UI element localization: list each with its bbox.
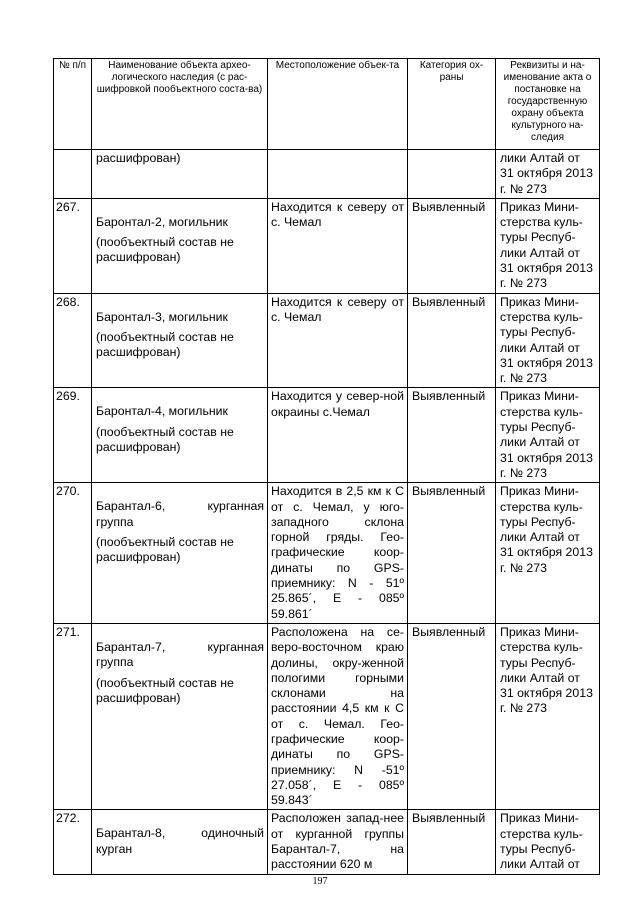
cell-name <box>92 623 268 810</box>
cell-location: Находится у север-ной окраины с.Чемал <box>268 388 408 483</box>
cell-num: 270. <box>54 483 92 624</box>
cell-document: лики Алтай от 31 октября 2013 г. № 273 <box>496 150 600 199</box>
table-row <box>54 810 600 874</box>
cell-document: Приказ Мини-стерства куль-туры Респуб-лики Алтай от 31 октября 2013 г. № 273 <box>496 483 600 624</box>
object-composition: (пообъектный состав не расшифрован) <box>96 424 234 455</box>
cell-location: Расположен запад-нее от курганной группы Барантал-7, на расстоянии 620 м <box>268 810 408 874</box>
header-name: Наименование объекта архео-логического наследия (с рас-шифровкой пообъектного соста-ва) <box>92 59 268 150</box>
object-name: Баронтал-3, могильник <box>96 309 228 324</box>
cell-document: Приказ Мини-стерства куль-туры Респуб-лики Алтай от 31 октября 2013 г. № 273 <box>496 623 600 810</box>
cell-num <box>54 150 92 199</box>
object-name: Барантал-7, курганная группа <box>96 639 264 670</box>
cell-document: Приказ Мини-стерства куль-туры Респуб-лики Алтай от 31 октября 2013 г. № 273 <box>496 198 600 293</box>
cell-location <box>268 150 408 199</box>
object-name: Баронтал-4, могильник <box>96 404 228 419</box>
cell-document: Приказ Мини-стерства куль-туры Респуб-лики Алтай от 31 октября 2013 г. № 273 <box>496 388 600 483</box>
cell-num: 267. <box>54 198 92 293</box>
object-name: Барантал-8, одиночный курган <box>96 826 264 856</box>
object-composition: (пообъектный состав не расшифрован) <box>96 329 234 360</box>
cell-category: Выявленный <box>408 810 496 874</box>
cell-location: Находится в 2,5 км к С от с. Чемал, у юго-западного склона горной гряды. Гео-графические коор-динаты по GPS-приемнику: N - 51º 25.865´, E - 085º 59.861´ <box>268 483 408 624</box>
cell-num: 272. <box>54 810 92 874</box>
cell-category: Выявленный <box>408 623 496 810</box>
cell-category: Выявленный <box>408 293 496 388</box>
table-row <box>54 623 600 810</box>
cell-num: 269. <box>54 388 92 483</box>
table-row <box>54 198 600 293</box>
name-tail: расшифрован) <box>96 151 181 165</box>
cell-document: Приказ Мини-стерства куль-туры Респуб-лики Алтай от 31 октября 2013 г. № 273 <box>496 293 600 388</box>
object-name: Баронтал-2, могильник <box>96 214 228 229</box>
cell-name <box>92 198 268 293</box>
header-category: Категория ох-раны <box>408 59 496 150</box>
cell-location: Находится к северу от с. Чемал <box>268 198 408 293</box>
header-location: Местоположение объек-та <box>268 59 408 150</box>
header-document: Реквизиты и на-именование акта о постановке на государственную охрану объекта культурного на-следия <box>496 59 600 150</box>
table-header-row <box>54 59 600 150</box>
cell-name <box>92 293 268 388</box>
cell-name <box>92 483 268 624</box>
header-num: № п/п <box>54 59 92 150</box>
heritage-table <box>53 58 600 875</box>
cell-category: Выявленный <box>408 198 496 293</box>
table-row-continuation <box>54 150 600 199</box>
table-row <box>54 483 600 624</box>
cell-num: 268. <box>54 293 92 388</box>
document-page <box>53 58 599 875</box>
cell-name <box>92 150 268 199</box>
cell-location: Находится к северу от с. Чемал <box>268 293 408 388</box>
object-composition: (пообъектный состав не расшифрован) <box>96 675 234 705</box>
cell-category <box>408 150 496 199</box>
cell-category: Выявленный <box>408 388 496 483</box>
cell-category: Выявленный <box>408 483 496 624</box>
page-number: 197 <box>312 876 328 887</box>
table-row <box>54 293 600 388</box>
cell-location: Расположена на се-веро-восточном краю долины, окру-женной пологими горными склонами на расстоянии 4,5 км к С от с. Чемал. Гео-графические коор-динаты по GPS-приемнику: N -51º 27.058´, E - 085º 59.843´ <box>268 623 408 810</box>
cell-num: 271. <box>54 623 92 810</box>
table-row <box>54 388 600 483</box>
object-composition: (пообъектный состав не расшифрован) <box>96 235 234 265</box>
object-composition: (пообъектный состав не расшифрован) <box>96 534 234 565</box>
object-name: Барантал-6, курганная группа <box>96 499 264 529</box>
cell-name <box>92 388 268 483</box>
cell-name <box>92 810 268 874</box>
cell-document: Приказ Мини-стерства куль-туры Респуб-лики Алтай от <box>496 810 600 874</box>
